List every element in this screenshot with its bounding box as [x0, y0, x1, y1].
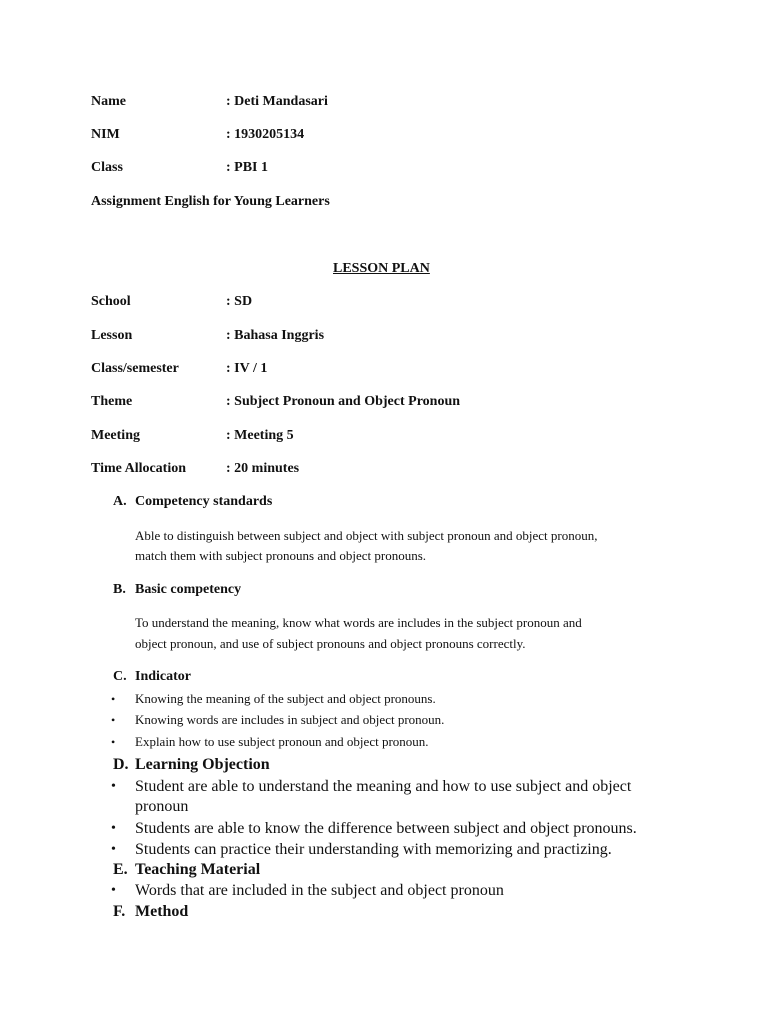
theme-label: Theme — [91, 394, 133, 409]
bullet-icon: • — [111, 692, 116, 706]
bullet-icon: • — [111, 883, 116, 898]
list-item: Knowing the meaning of the subject and object pronouns. — [135, 691, 436, 706]
section-a-letter: A. — [113, 494, 127, 509]
section-d-letter: D. — [113, 756, 129, 773]
section-a-title: Competency standards — [135, 494, 273, 509]
bullet-icon: • — [111, 821, 116, 836]
nim-value: : 1930205134 — [226, 127, 305, 142]
name-value: : Deti Mandasari — [226, 94, 328, 109]
section-c-letter: C. — [113, 669, 127, 684]
section-b-letter: B. — [113, 582, 126, 597]
section-c-heading — [113, 669, 191, 685]
class-value: : PBI 1 — [226, 160, 268, 175]
list-item: Knowing words are includes in subject and object pronoun. — [135, 712, 445, 727]
time-label: Time Allocation — [91, 461, 187, 476]
section-b-heading — [113, 582, 241, 598]
name-label: Name — [91, 94, 126, 109]
time-value: : 20 minutes — [226, 461, 300, 476]
section-a-text-line1: Able to distinguish between subject and object with subject pronoun and object pronoun, — [135, 528, 598, 543]
meeting-value: : Meeting 5 — [226, 428, 294, 443]
section-b-text-line2: object pronoun, and use of subject pronouns and object pronouns correctly. — [135, 636, 526, 651]
lesson-value: : Bahasa Inggris — [226, 328, 325, 343]
bullet-icon: • — [111, 842, 116, 857]
semester-value: : IV / 1 — [226, 361, 268, 376]
section-e-letter: E. — [113, 861, 128, 878]
list-item: Explain how to use subject pronoun and object pronoun. — [135, 734, 429, 749]
section-e-heading — [113, 861, 260, 879]
section-a-heading — [113, 494, 272, 510]
section-f-letter: F. — [113, 903, 126, 920]
nim-label: NIM — [91, 127, 120, 142]
list-item: Words that are included in the subject and object pronoun — [135, 882, 504, 899]
list-item: Students are able to know the difference between subject and object pronouns. — [135, 820, 637, 837]
meeting-label: Meeting — [91, 428, 140, 443]
semester-label: Class/semester — [91, 361, 179, 376]
class-label: Class — [91, 160, 123, 175]
lesson-label: Lesson — [91, 328, 133, 343]
section-b-title: Basic competency — [135, 582, 242, 597]
list-item: Students can practice their understanding with memorizing and practizing. — [135, 841, 612, 858]
section-f-heading — [113, 903, 188, 921]
bullet-icon: • — [111, 713, 116, 727]
section-d-heading — [113, 756, 270, 774]
school-label: School — [91, 294, 131, 309]
list-item-continuation: pronoun — [135, 798, 189, 815]
section-c-title: Indicator — [135, 669, 191, 684]
section-b-text-line1: To understand the meaning, know what words are includes in the subject pronoun and — [135, 615, 582, 630]
bullet-icon: • — [111, 779, 116, 794]
section-a-text-line2: match them with subject pronouns and object pronouns. — [135, 548, 427, 563]
section-d-title: Learning Objection — [135, 756, 270, 773]
page-title: LESSON PLAN — [333, 261, 430, 276]
section-e-title: Teaching Material — [135, 861, 261, 878]
bullet-icon: • — [111, 735, 116, 749]
assignment-title: Assignment English for Young Learners — [91, 194, 330, 209]
theme-value: : Subject Pronoun and Object Pronoun — [226, 394, 461, 409]
list-item: Student are able to understand the meaning and how to use subject and object — [135, 778, 632, 795]
school-value: : SD — [226, 294, 253, 309]
section-f-title: Method — [135, 903, 189, 920]
